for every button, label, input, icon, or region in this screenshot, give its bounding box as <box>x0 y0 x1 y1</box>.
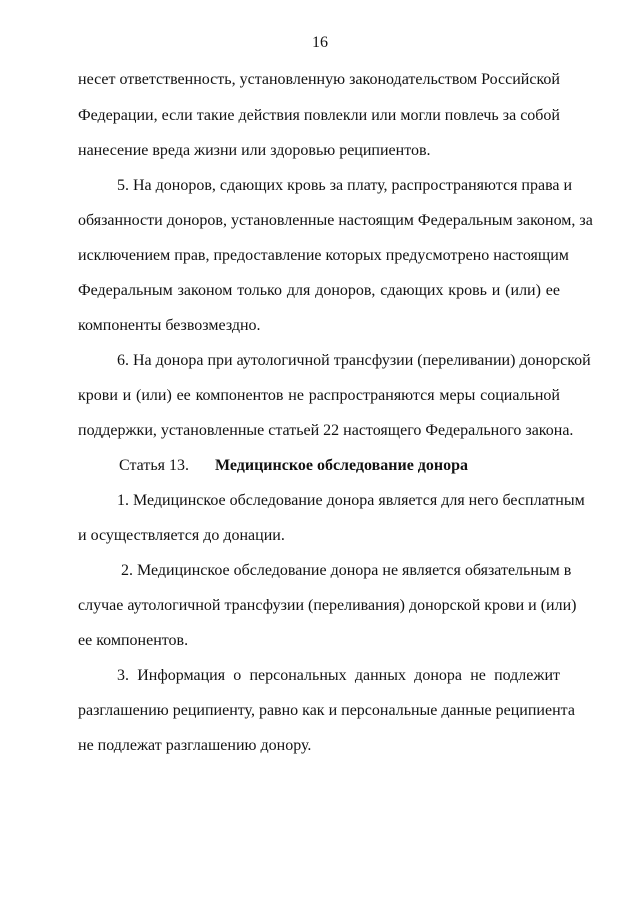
paragraph-5-line-2: обязанности доноров, установленные настоящим Федеральным законом, за <box>78 212 593 229</box>
paragraph-5-line-3: исключением прав, предоставление которых предусмотрено настоящим <box>78 247 569 264</box>
paragraph-5-line-5: компоненты безвозмездно. <box>78 317 261 334</box>
article-13-p2-line-1: 2. Медицинское обследование донора не является обязательным в <box>121 562 572 579</box>
article-13-p3-line-3: не подлежат разглашению донору. <box>78 737 312 754</box>
article-13-p3-line-1: 3. Информация о персональных данных донора не подлежит <box>117 667 560 684</box>
article-heading <box>119 456 468 476</box>
page-number: 16 <box>312 34 328 51</box>
paragraph-5-line-1: 5. На доноров, сдающих кровь за плату, распространяются права и <box>117 177 573 194</box>
paragraph-4-line-1: несет ответственность, установленную законодательством Российской <box>78 71 560 88</box>
paragraph-4-line-2: Федерации, если такие действия повлекли или могли повлечь за собой <box>78 107 560 124</box>
paragraph-6-line-2: крови и (или) ее компонентов не распространяются меры социальной <box>78 387 560 404</box>
paragraph-6-line-3: поддержки, установленные статьей 22 настоящего Федерального закона. <box>78 422 574 439</box>
paragraph-5-line-4: Федеральным законом только для доноров, сдающих кровь и (или) ее <box>78 282 560 299</box>
article-13-p1-line-2: и осуществляется до донации. <box>78 527 285 544</box>
paragraph-6-line-1: 6. На донора при аутологичной трансфузии (переливании) донорской <box>117 352 591 369</box>
article-13-p2-line-2: случае аутологичной трансфузии (переливания) донорской крови и (или) <box>78 597 577 614</box>
article-label: Статья 13. <box>119 457 189 474</box>
paragraph-4-line-3: нанесение вреда жизни или здоровью реципиентов. <box>78 142 431 159</box>
article-13-p2-line-3: ее компонентов. <box>78 632 189 649</box>
article-title: Медицинское обследование донора <box>214 457 468 474</box>
article-13-p1-line-1: 1. Медицинское обследование донора является для него бесплатным <box>117 492 585 509</box>
article-13-p3-line-2: разглашению реципиенту, равно как и персональные данные реципиента <box>78 702 575 719</box>
